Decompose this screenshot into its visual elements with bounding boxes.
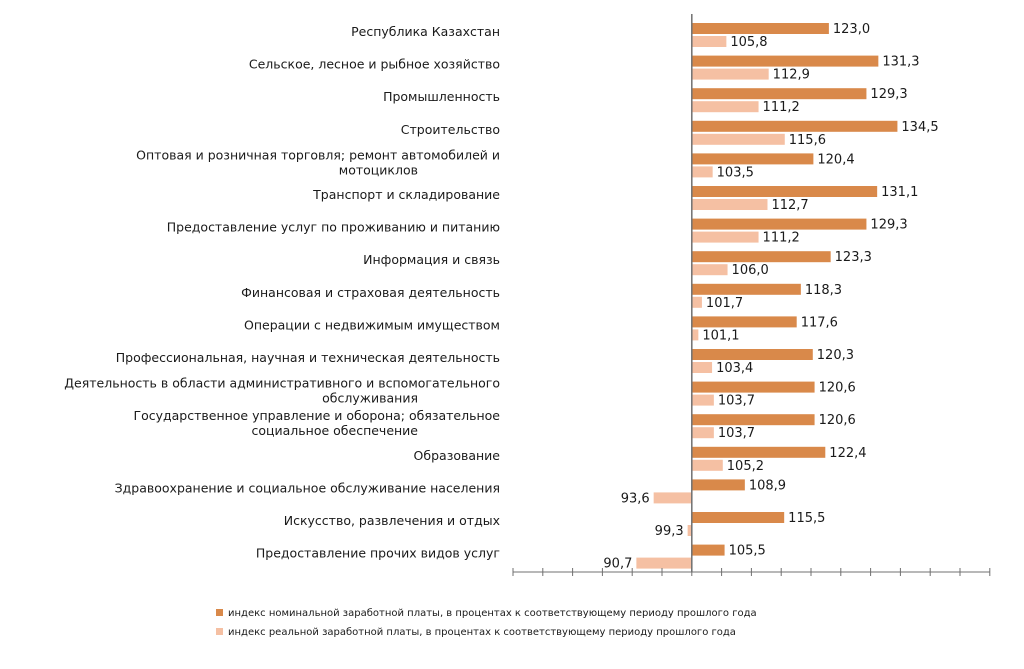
legend-swatch-nominal xyxy=(216,609,223,616)
nominal-bar xyxy=(692,479,745,490)
nominal-value-label: 131,3 xyxy=(882,54,920,70)
category-label: Транспорт и складирование xyxy=(313,187,500,202)
nominal-bar xyxy=(692,382,815,393)
category-label: Деятельность в области административного и вспомогательного xyxy=(64,375,500,391)
nominal-value-label: 120,6 xyxy=(818,413,856,429)
category-label: Операции с недвижимым имуществом xyxy=(244,317,500,333)
real-value-label: 111,2 xyxy=(762,230,800,246)
nominal-bar xyxy=(692,512,784,523)
nominal-value-label: 117,6 xyxy=(800,315,838,331)
category-label: Профессиональная, научная и техническая деятельность xyxy=(115,350,500,365)
legend-label-nominal: индекс номинальной заработной платы, в процентах к соответствующему периоду прошлого года xyxy=(228,608,757,619)
category-label: Государственное управление и оборона; обязательное xyxy=(133,408,500,424)
real-bar xyxy=(692,264,728,275)
real-bar xyxy=(692,460,723,471)
legend-swatch-real xyxy=(216,628,223,635)
nominal-value-label: 108,9 xyxy=(748,478,787,494)
nominal-bar xyxy=(692,545,725,556)
real-value-label: 111,2 xyxy=(762,100,800,116)
category-label: Предоставление прочих видов услуг xyxy=(255,545,500,561)
real-value-label: 103,5 xyxy=(716,165,754,181)
category-label-line2: мотоциклов xyxy=(338,162,418,178)
nominal-value-label: 134,5 xyxy=(901,119,939,135)
real-bar xyxy=(654,492,692,503)
category-label: Финансовая и страховая деятельность xyxy=(241,284,500,300)
nominal-value-label: 115,5 xyxy=(788,511,826,526)
category-label: Здравоохранение и социальное обслуживание населения xyxy=(114,480,500,496)
nominal-bar xyxy=(692,219,867,230)
real-bar xyxy=(692,362,712,373)
real-bar xyxy=(692,69,769,80)
real-value-label: 115,6 xyxy=(788,132,826,148)
nominal-bar xyxy=(692,316,797,327)
nominal-value-label: 120,3 xyxy=(816,348,855,363)
category-label: Информация и связь xyxy=(363,252,500,268)
real-value-label: 103,7 xyxy=(717,393,756,409)
real-bar xyxy=(692,329,699,340)
nominal-bar xyxy=(692,121,898,132)
nominal-bar xyxy=(692,23,829,34)
nominal-bar xyxy=(692,447,826,458)
category-label: Строительство xyxy=(400,121,500,137)
real-bar xyxy=(692,101,759,112)
nominal-bar xyxy=(692,251,831,262)
real-value-label: 101,1 xyxy=(702,328,740,344)
nominal-value-label: 105,5 xyxy=(728,543,766,559)
category-label: Искусство, развлечения и отдых xyxy=(283,513,500,528)
nominal-value-label: 120,6 xyxy=(818,380,856,396)
category-label: Промышленность xyxy=(383,89,500,105)
real-bar xyxy=(692,166,713,177)
real-bar xyxy=(692,427,714,438)
real-bar xyxy=(692,199,768,210)
real-value-label: 112,7 xyxy=(771,198,809,213)
nominal-value-label: 118,3 xyxy=(804,282,843,298)
category-label: Образование xyxy=(413,447,500,463)
real-value-label: 90,7 xyxy=(603,556,633,572)
real-bar xyxy=(636,558,691,569)
nominal-value-label: 123,0 xyxy=(832,22,871,37)
category-label: Республика Казахстан xyxy=(351,24,500,39)
nominal-value-label: 122,4 xyxy=(829,445,867,461)
category-label: Предоставление услуг по проживанию и питанию xyxy=(166,219,500,235)
nominal-bar xyxy=(692,349,813,360)
real-value-label: 103,7 xyxy=(717,426,756,442)
real-bar xyxy=(692,395,714,406)
legend-label-real: индекс реальной заработной платы, в процентах к соответствующему периоду прошлого года xyxy=(228,627,736,638)
real-bar xyxy=(692,297,702,308)
real-bar xyxy=(692,134,785,145)
real-value-label: 93,6 xyxy=(620,491,650,507)
nominal-value-label: 131,1 xyxy=(881,185,919,200)
nominal-bar xyxy=(692,284,801,295)
real-value-label: 103,4 xyxy=(716,361,754,376)
category-label: Оптовая и розничная торговля; ремонт автомобилей и xyxy=(136,147,500,163)
real-value-label: 101,7 xyxy=(705,295,744,311)
nominal-value-label: 129,3 xyxy=(870,217,908,233)
nominal-bar xyxy=(692,186,877,197)
real-bar xyxy=(692,36,727,47)
nominal-value-label: 129,3 xyxy=(870,87,908,103)
real-bar xyxy=(692,232,759,243)
category-label-line2: социальное обеспечение xyxy=(251,423,418,439)
real-value-label: 99,3 xyxy=(654,524,684,539)
category-label: Сельское, лесное и рыбное хозяйство xyxy=(248,56,500,72)
real-value-label: 112,9 xyxy=(772,67,810,83)
nominal-bar xyxy=(692,88,867,99)
nominal-bar xyxy=(692,153,814,164)
real-value-label: 106,0 xyxy=(731,263,769,279)
real-value-label: 105,8 xyxy=(730,35,768,50)
nominal-value-label: 120,4 xyxy=(817,152,855,168)
real-value-label: 105,2 xyxy=(726,458,765,474)
nominal-bar xyxy=(692,414,815,425)
category-label-line2: обслуживания xyxy=(322,390,418,406)
nominal-bar xyxy=(692,56,879,67)
nominal-value-label: 123,3 xyxy=(834,250,872,266)
